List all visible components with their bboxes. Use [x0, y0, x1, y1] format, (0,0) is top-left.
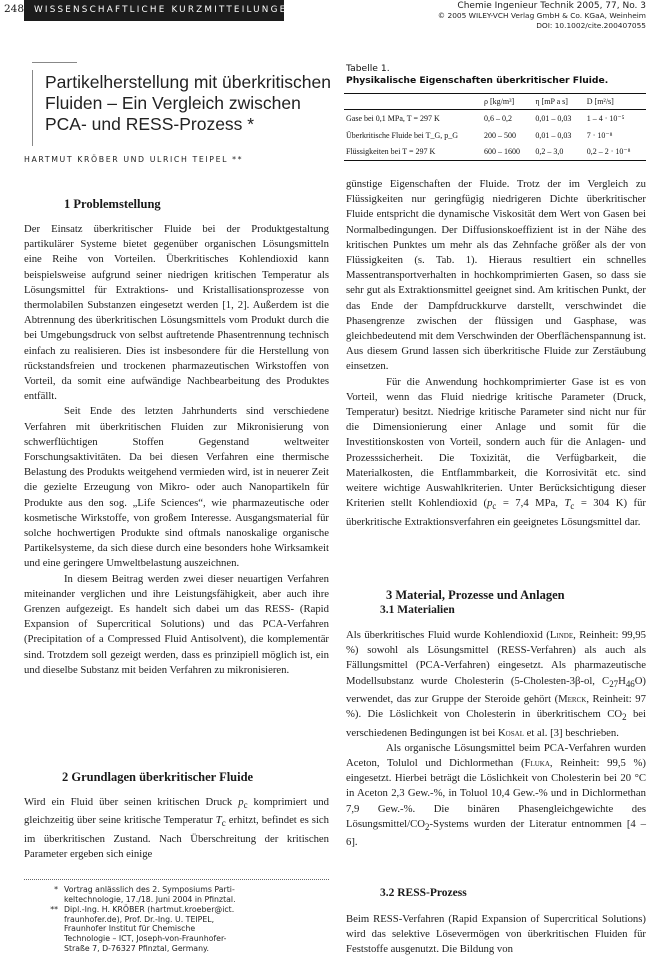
title-line: Fluiden – Ein Vergleich zwischen [45, 93, 301, 113]
paragraph: Für die Anwendung hochkomprimierter Gase ist es von Vorteil, wenn das Fluid niedrige kritische Parameter (Druck, Temperatur) besitzt. Niedrige kritische Parameter sind nicht nur für die Dimensionierung einer Anlage und somit für die Investitionskosten von Vorteil, sondern auch für die Anlagen- und Prozesssicherheit. Die Toxizität, die Verfügbarkeit, die Materialkosten, die Entflammbarkeit, die Korrosivität etc. sind weitere wichtige Auswahlkriterien. Unter Berücksichtigung dieser Kriterien stellt Kohlendioxid ($p_c = 7,4$ MPa, $T_c = 304$ K) für überkritische Extraktionsverfahren ein geeignetes Lösungsmittel dar. [346, 375, 646, 528]
table-cell: 7 · 10⁻⁸ [586, 130, 613, 140]
footnote-line: Vortrag anlässlich des 2. Symposiums Parti- [64, 885, 235, 894]
table-title: Physikalische Eigenschaften überkritischer Fluide. [346, 75, 609, 86]
doi-line: DOI: 10.1002/cite.200407055 [536, 21, 646, 30]
footnote-line: Dipl.-Ing. H. KRÖBER (hartmut.kroeber@ict. [64, 905, 235, 915]
table-caption [346, 63, 608, 87]
section-heading-2: 2 Grundlagen überkritischer Fluide [62, 770, 254, 784]
journal-line: Chemie Ingenieur Technik 2005, 77, No. 3 [457, 1, 646, 11]
paragraph: günstige Eigenschaften der Fluide. Trotz der im Vergleich zu Flüssigkeiten nur geringfügig niedrigeren Dichte überkritischer Fluide entspricht die dynamische Viskosität dem Wert von Gasen bei Normalbedingungen. Der Diffusionskoeffizient ist in der Nähe des kritischen Punktes um mehr als das Zehnfache größer als der von Flüssigkeiten (s. Tab. 1). Hieraus resultiert ein schnelles Massentransportverhalten in hochkomprimierten Gasen, so dass sie sehr gut als Extraktionsmittel geeignet sind. Am kritischen Punkt, der das Ende der Dampfdruckkurve darstellt, verschwindet die Phasengrenze zwischen der flüssigen und Gasphase, was gleichbedeutend mit dem Verschwinden der Oberflächenspannung ist. Aus diesem Grund lassen sich überkritische Fluide zur Zerstäubung einsetzen. [346, 178, 646, 373]
table-number: Tabelle 1. [346, 63, 390, 74]
table-cell: 0,2 – 3,0 [535, 147, 564, 157]
table-cell: 0,2 – 2 · 10⁻⁸ [586, 147, 631, 157]
footnote-marker: * [54, 885, 58, 894]
table-cell: 1 – 4 · 10⁻⁵ [586, 113, 625, 123]
paragraph: Beim RESS-Verfahren (Rapid Expansion of Supercritical Solutions) wird das selektive Lösevermögen von überkritischen Fluiden für Feststoffe ausgenutzt. Die Bildung von [346, 913, 646, 956]
column-header: D [m²/s] [586, 97, 614, 106]
properties-table [344, 93, 646, 161]
column-header: η [mP a s] [535, 97, 568, 106]
table-header-row [344, 94, 646, 110]
table-cell: 0,01 – 0,03 [535, 130, 572, 140]
title-decoration-top [32, 62, 77, 63]
copyright-line: © 2005 WILEY-VCH Verlag GmbH & Co. KGaA, Weinheim [437, 11, 646, 20]
section-heading-1: 1 Problemstellung [64, 197, 161, 211]
footnote-line: keltechnologie, 17./18. Juni 2004 in Pfinztal. [64, 894, 236, 904]
table-cell: 200 – 500 [484, 130, 516, 140]
footnote-line: fraunhofer.de), Prof. Dr.-Ing. U. TEIPEL, [64, 914, 215, 924]
subsection-heading-3-1: 3.1 Materialien [380, 604, 455, 616]
paragraph: Wird ein Fluid über seinen kritischen Druck $p_c$ komprimiert und gleichzeitig über seine kritische Temperatur $T_c$ erhitzt, befindet es sich im überkritischen Zustand. Nach Überschreitung der kritischen Parameter ergeben sich einige [24, 796, 330, 860]
footnote-rule [24, 879, 329, 880]
paragraph: Als organische Lösungsmittel beim PCA-Verfahren wurden Aceton, Tolulol und Dichlormethan (Fluka, Reinheit: 99,5 %) eingesetzt. Hierbei beträgt die Löslichkeit von Cholesterin bei 20 °C in Aceton 2,3 Gew.-%, in Toluol 10,4 Gew.-% und in Dichlormethan 7,9 Gew.-%. Die binären Phasengleichgewichte des Lösungsmittel/$CO_2$-Systems wurden der Literatur entnommen [4 – 6]. [346, 741, 646, 849]
paragraph: Als überkritisches Fluid wurde Kohlendioxid (Linde, Reinheit: 99,95 %) sowohl als Lösungsmittel (RESS-Verfahren) als auch als Fällungsmittel (PCA-Verfahren) eingesetzt. Als pharmazeutische Modellsubstanz wurde Cholesterin (5-Cholesten-3β-ol, $C_{27}H_{46}O$) verwendet, das zur Gruppe der Steroide gehört (Merck, Reinheit: 97 %). Die Löslichkeit von Cholesterin in überkritischem $CO_2$ bei verschiedenen Bedingungen ist bei Kosal et al. [3] beschrieben. [346, 629, 646, 739]
column-header [344, 94, 482, 110]
paragraph: Seit Ende des letzten Jahrhunderts sind verschiedene Verfahren mit überkritischen Fluiden zur Mikronisierung von schwerflüchtigen Stoffen Gegenstand weltweiter Forschungsaktivitäten. Da bei diesen Verfahren eine thermische Belastung des Produkts weitgehend vermieden wird, ist in neuerer Zeit die gezielte Erzeugung von Mikro- oder auch Nanopartikeln für Produkte aus den sog. „Life Sciences“, wie pharmazeutische oder kosmetische Wirkstoffe, von großem Interesse. Ausgangsmaterial für solche hochwertigen Produkte sind oftmals nanoskalige organische Partikelsysteme, da sich diese durch eine besonders hohe Wirksamkeit und eine geringere Umweltbelastung auszeichnen. [24, 405, 329, 570]
paragraph: In diesem Beitrag werden zwei dieser neuartigen Verfahren miteinander verglichen und ihre Leistungsfähigkeit, aber auch ihre Grenzen aufgezeigt. Es handelt sich dabei um das RESS- (Rapid Expansion of Supercritical Solutions) und das PCA-Verfahren (Precipitation of a Compressed Fluid Antisolvent), die komplementär sind. Trotzdem soll gezeigt werden, dass es prinzipiell möglich ist, ein und dieselbe Substanz mit beiden Verfahren zu mikronisieren. [24, 572, 329, 676]
table-row [344, 127, 646, 144]
footnote-marker: ** [50, 905, 58, 915]
page-number: 248 [4, 3, 25, 15]
article-title [45, 72, 335, 135]
footnote-text [64, 885, 236, 904]
section-2-continued-text [346, 177, 646, 530]
table-row [344, 144, 646, 161]
section-3-1-text [346, 628, 646, 850]
footnote-line: Technologie – ICT, Joseph-von-Fraunhofer- [64, 933, 227, 943]
journal-info [438, 1, 646, 31]
section-label-bar: WISSENSCHAFTLICHE KURZMITTEILUNGEN [24, 0, 284, 21]
title-decoration-rule [32, 70, 33, 146]
section-1-text [24, 222, 329, 678]
subsection-heading-3-2: 3.2 RESS-Prozess [380, 887, 467, 899]
table-cell: Gase bei 0,1 MPa, T = 297 K [346, 113, 440, 123]
table-cell: Überkritische Fluide bei T_G, p_G [346, 130, 459, 140]
section-3-2-text [346, 912, 646, 958]
section-heading-3: 3 Material, Prozesse und Anlagen [386, 588, 565, 602]
footnote-line: Fraunhofer Institut für Chemische [64, 924, 196, 934]
table-row [344, 110, 646, 127]
table-cell: 0,6 – 0,2 [484, 113, 512, 123]
footnote-text [64, 905, 234, 953]
footnote [38, 905, 338, 953]
footnotes [38, 885, 338, 954]
column-header: ρ [kg/m³] [484, 97, 515, 106]
footnote [38, 885, 338, 904]
table-cell: 0,01 – 0,03 [535, 113, 572, 123]
title-line: Partikelherstellung mit überkritischen [45, 72, 331, 92]
paragraph: Der Einsatz überkritischer Fluide bei der Produktgestaltung partikulärer Systeme bietet gegenüber organischen Lösungsmitteln eine Reihe von Vorteilen. Überkritisches Kohlendioxid kann beispielsweise aufgrund seiner niedrigen kritischen Temperatur als Lösungsmittel für Extraktions- und Kristallisationsprozesse von thermolabilen Substanzen eingesetzt werden [1, 2]. Außerdem ist die Abtrennung des überkritischen Lösungsmittels vom Produkt durch die bei Umgebungsdruck von selbst auftretende Phasentrennung technisch einfach zu realisieren. Dies ist insbesondere für die Herstellung von rückstandsfreien und trockenen pharmazeutischen Wirkstoffen von Vorteil, da somit eine aufwändige Nachbearbeitung des Produktes entfällt. [24, 223, 329, 403]
section-2-text [24, 795, 329, 862]
table-cell: 600 – 1600 [484, 147, 520, 157]
footnote-line: Straße 7, D-76327 Pfinztal, Germany. [64, 943, 209, 953]
title-line: PCA- und RESS-Prozess * [45, 114, 255, 134]
authors: HARTMUT KRÖBER UND ULRICH TEIPEL ** [24, 155, 244, 164]
table-cell: Flüssigkeiten bei T = 297 K [346, 147, 436, 157]
